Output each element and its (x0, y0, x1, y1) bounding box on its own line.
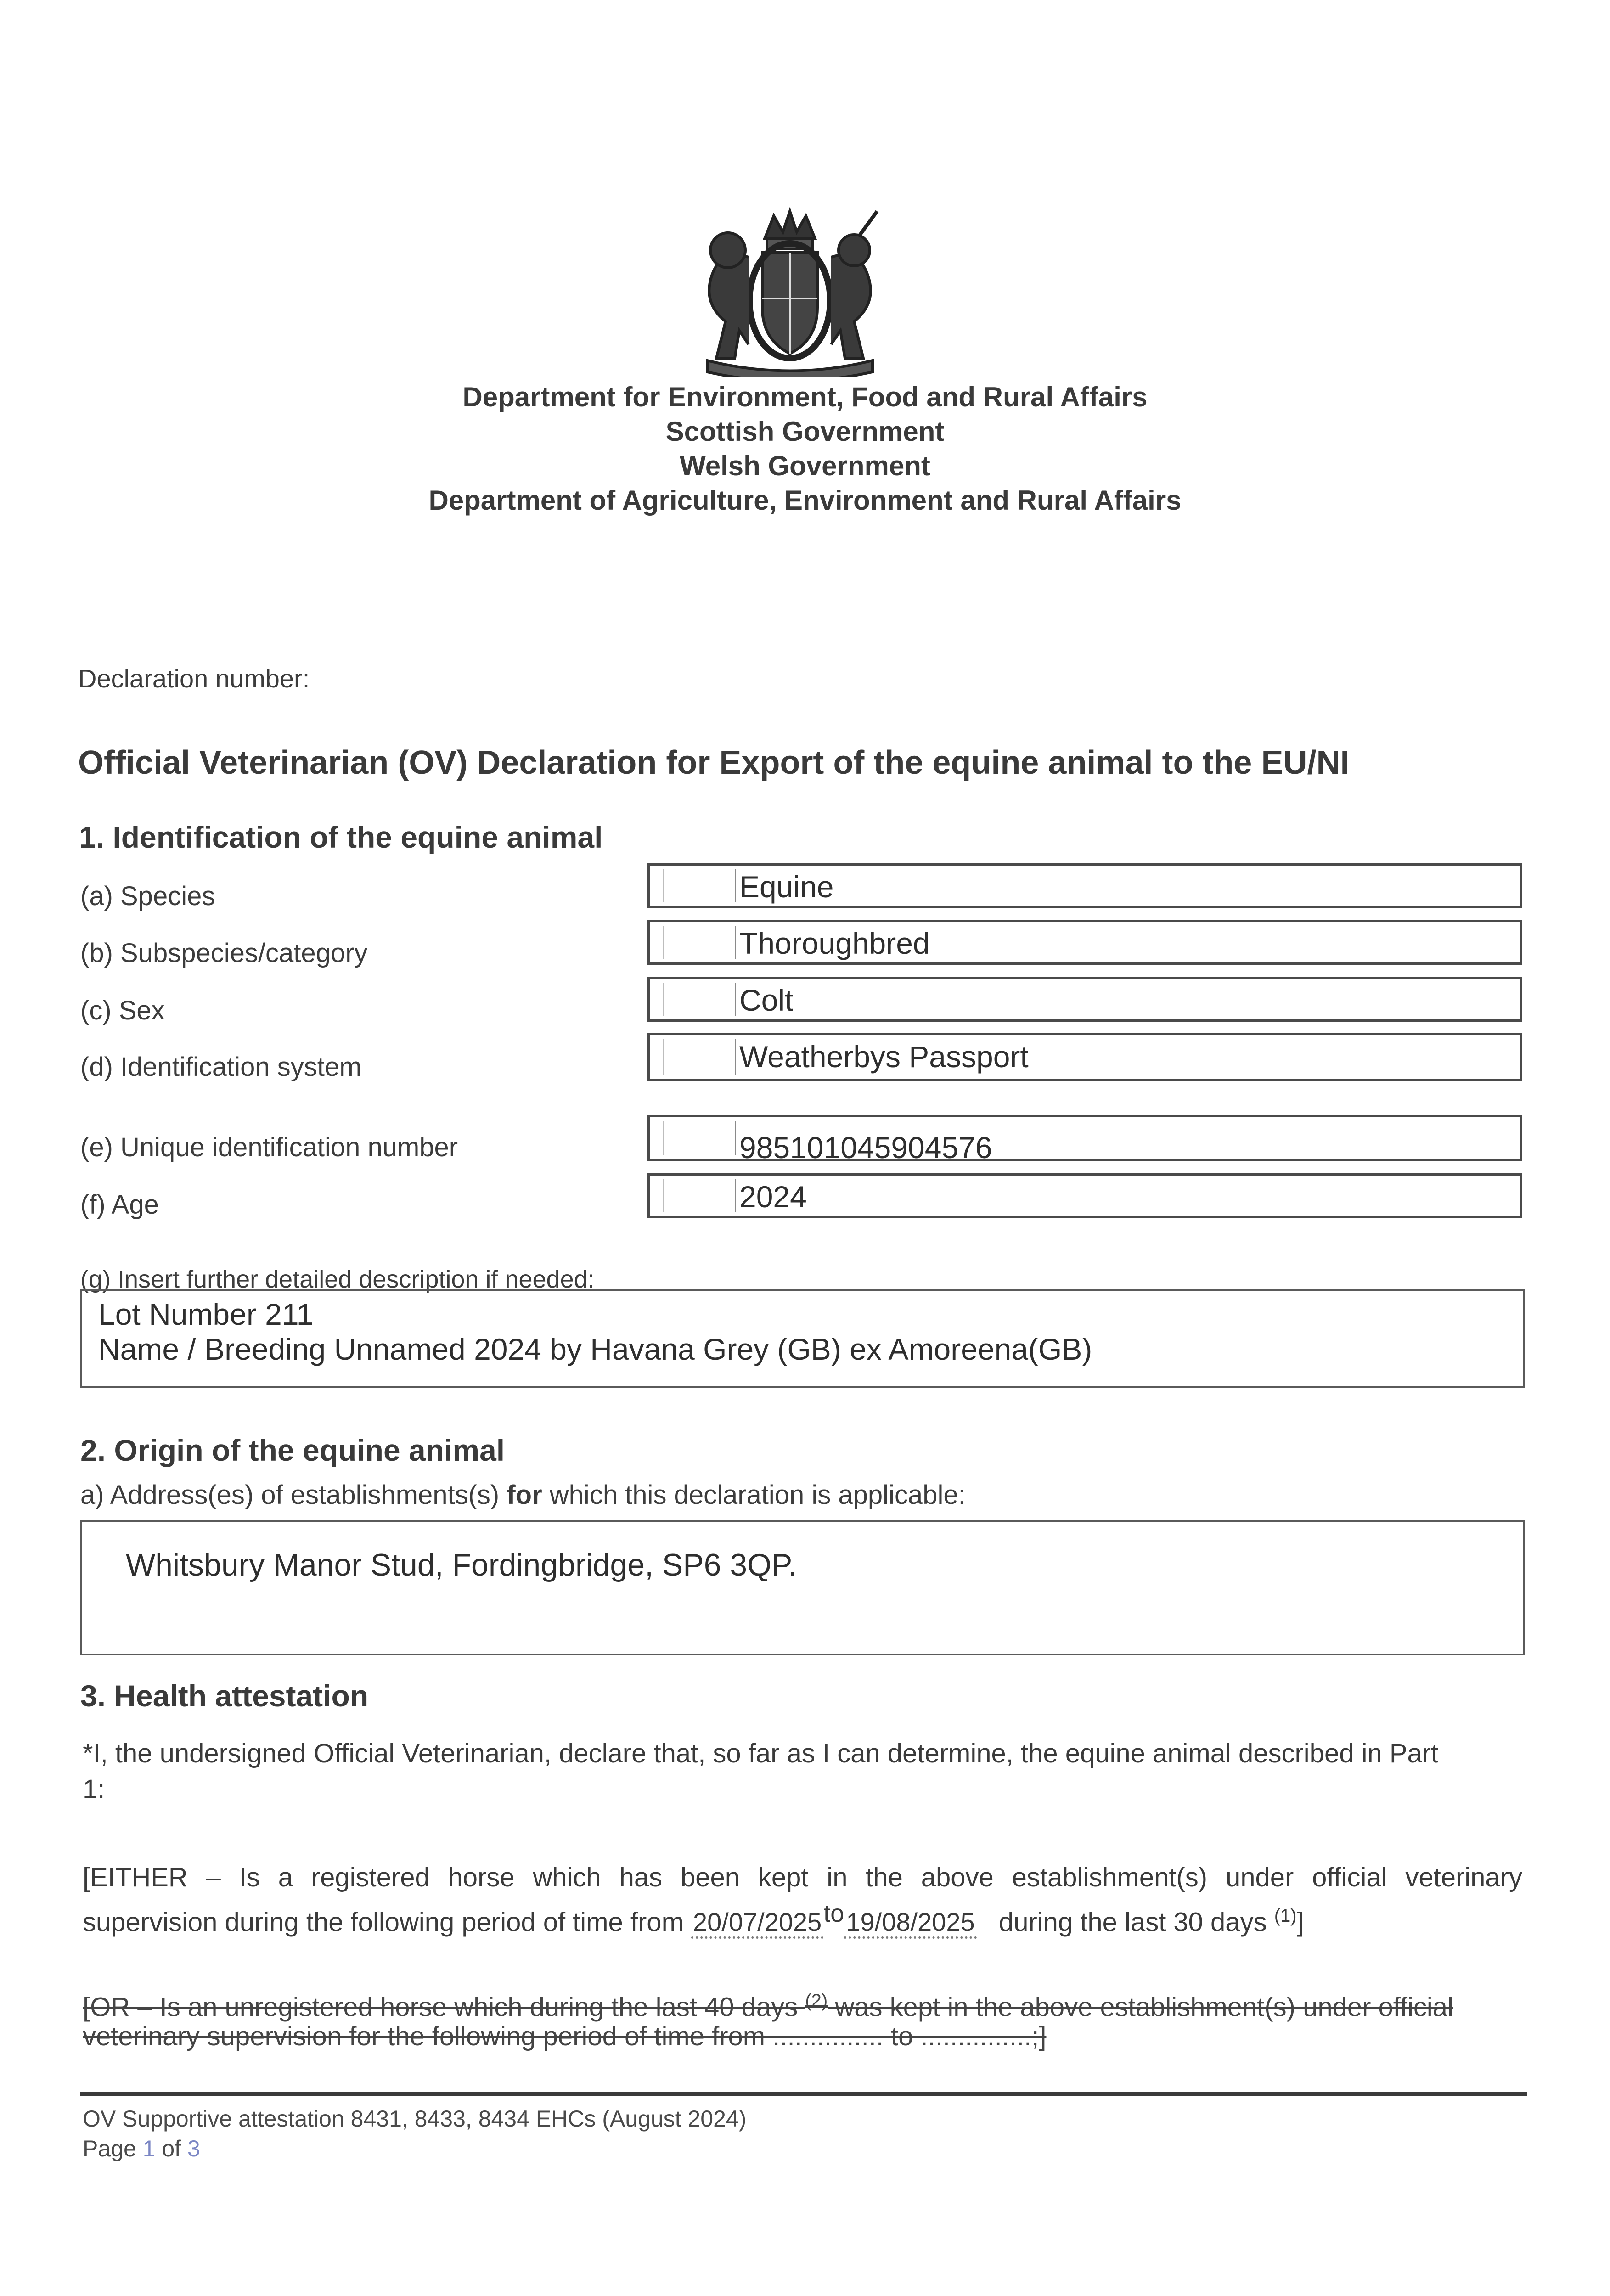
breeding-line: Name / Breeding Unnamed 2024 by Havana Grey (GB) ex Amoreena(GB) (98, 1332, 1092, 1366)
sex-value: Colt (739, 983, 794, 1017)
department-daera: Department of Agriculture, Environment and Rural Affairs (428, 485, 1182, 516)
section-1-heading: 1. Identification of the equine animal (79, 820, 603, 854)
identification-system-value: Weatherbys Passport (739, 1040, 1029, 1074)
section-3-heading: 3. Health attestation (80, 1679, 369, 1713)
section-2-heading: 2. Origin of the equine animal (80, 1433, 505, 1467)
department-welsh-government: Welsh Government (680, 450, 930, 481)
or-clause-line-1: [OR – Is an unregistered horse which during the last 40 days $^{(2)}$ was kept in the above establishment(s) under official (83, 1991, 1453, 2022)
establishment-address-value: Whitsbury Manor Stud, Fordingbridge, SP6 3QP. (126, 1548, 797, 1582)
declaration-number-label: Declaration number: (78, 664, 310, 693)
department-scottish-government: Scottish Government (665, 416, 945, 447)
or-clause-line-2: veterinary supervision for the following period of time from ............... to ...............;] (83, 2021, 1047, 2051)
species-value: Equine (739, 870, 834, 904)
field-label-age: (f) Age (80, 1190, 159, 1220)
field-label-species: (a) Species (80, 881, 215, 911)
date-from-field[interactable]: 20/07/2025 (691, 1908, 823, 1939)
unique-id-field[interactable] (647, 1115, 1522, 1165)
sex-field[interactable] (647, 977, 1522, 1022)
to-word: to (823, 1900, 844, 1927)
species-field[interactable] (647, 863, 1522, 908)
field-label-identification-system: (d) Identification system (80, 1052, 362, 1082)
footer-divider (80, 2092, 1527, 2096)
subspecies-field[interactable] (647, 920, 1522, 965)
subspecies-value: Thoroughbred (739, 926, 930, 960)
lot-number-line: Lot Number 211 (98, 1297, 314, 1331)
age-value: 2024 (739, 1180, 807, 1214)
department-defra: Department for Environment, Food and Rural Affairs (462, 382, 1148, 412)
royal-coat-of-arms-icon (684, 207, 895, 377)
footer-page-number: Page 1 of 3 (83, 2136, 200, 2161)
health-intro-line-2: 1: (83, 1774, 105, 1804)
further-description-label: (g) Insert further detailed description if needed: (80, 1266, 595, 1293)
establishment-address-box[interactable] (80, 1520, 1525, 1655)
health-intro-line-1: *I, the undersigned Official Veterinarian, declare that, so far as I can determine, the equine animal described in Part (83, 1739, 1439, 1768)
further-description-box[interactable] (80, 1289, 1525, 1388)
field-label-sex: (c) Sex (80, 996, 165, 1025)
field-label-unique-id: (e) Unique identification number (80, 1132, 458, 1162)
unique-id-value: 985101045904576 (739, 1131, 992, 1165)
date-to-field[interactable]: 19/08/2025 (844, 1908, 976, 1939)
page-title: Official Veterinarian (OV) Declaration for Export of the equine animal to the EU/NI (78, 744, 1350, 781)
establishment-address-label: a) Address(es) of establishments(s) for which this declaration is applicable: (80, 1480, 966, 1510)
footer-attestation-reference: OV Supportive attestation 8431, 8433, 8434 EHCs (August 2024) (83, 2106, 747, 2132)
identification-system-field[interactable] (647, 1033, 1522, 1081)
either-clause-line-1: [EITHER – Is a registered horse which has been kept in the above establishment(s) under official veterinary (83, 1863, 1522, 1892)
field-label-subspecies: (b) Subspecies/category (80, 938, 368, 968)
age-field[interactable] (647, 1173, 1522, 1218)
either-clause-line-2: supervision during the following period of time from $20/07/2025^{to}19/08/2025$ during the last 30 days $^{(1)}$] (83, 1896, 1304, 1940)
